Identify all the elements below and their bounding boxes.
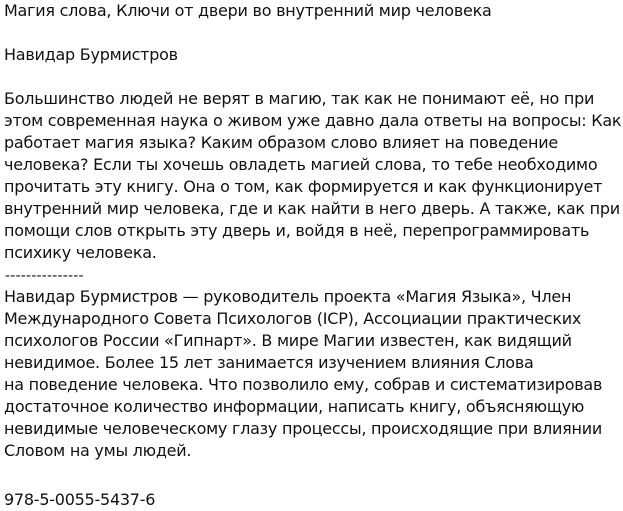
bio-line: на поведение человека. Что позволило ему, собрав и систематизировав (4, 375, 603, 394)
book-author: Навидар Бурмистров (4, 45, 178, 64)
description-line: внутренний мир человека, где и как найти в него дверь. А также, как при (4, 199, 620, 218)
description-line: психику человека. (4, 243, 157, 262)
author-bio (4, 286, 602, 462)
description-line: работает магия языка? Каким образом слово влияет на поведение (4, 133, 558, 152)
bio-line: Навидар Бурмистров — руководитель проекта «Магия Языка», Член (4, 287, 572, 306)
book-title: Магия слова, Ключи от двери во внутренний мир человека (4, 1, 492, 20)
bio-line: невидимые человеческому глазу процессы, происходящие при влиянии (4, 419, 603, 438)
separator-line: --------------- (5, 268, 84, 284)
description-line: помощи слов открыть эту дверь и, войдя в неё, перепрограммировать (4, 221, 590, 240)
bio-line: Словом на умы людей. (4, 441, 192, 460)
description-line: Большинство людей не верят в магию, так как не понимают её, но при (4, 89, 595, 108)
description-line: прочитать эту книгу. Она о том, как формируется и как функционирует (4, 177, 603, 196)
bio-line: Международного Совета Психологов (ICP), Ассоциации практических (4, 309, 582, 328)
bio-line: достаточное количество информации, написать книгу, объясняющую (4, 397, 585, 416)
description-line: этом современная наука о живом уже давно дала ответы на вопросы: Как (4, 111, 622, 130)
description-line: человека? Если ты хочешь овладеть магией слова, то тебе необходимо (4, 155, 598, 174)
book-description (4, 88, 621, 264)
bio-line: психологов России «Гипнарт». В мире Магии известен, как видящий (4, 331, 572, 350)
bio-line: невидимое. Более 15 лет занимается изучением влияния Слова (4, 353, 534, 372)
isbn-number: 978-5-0055-5437-6 (4, 490, 156, 509)
